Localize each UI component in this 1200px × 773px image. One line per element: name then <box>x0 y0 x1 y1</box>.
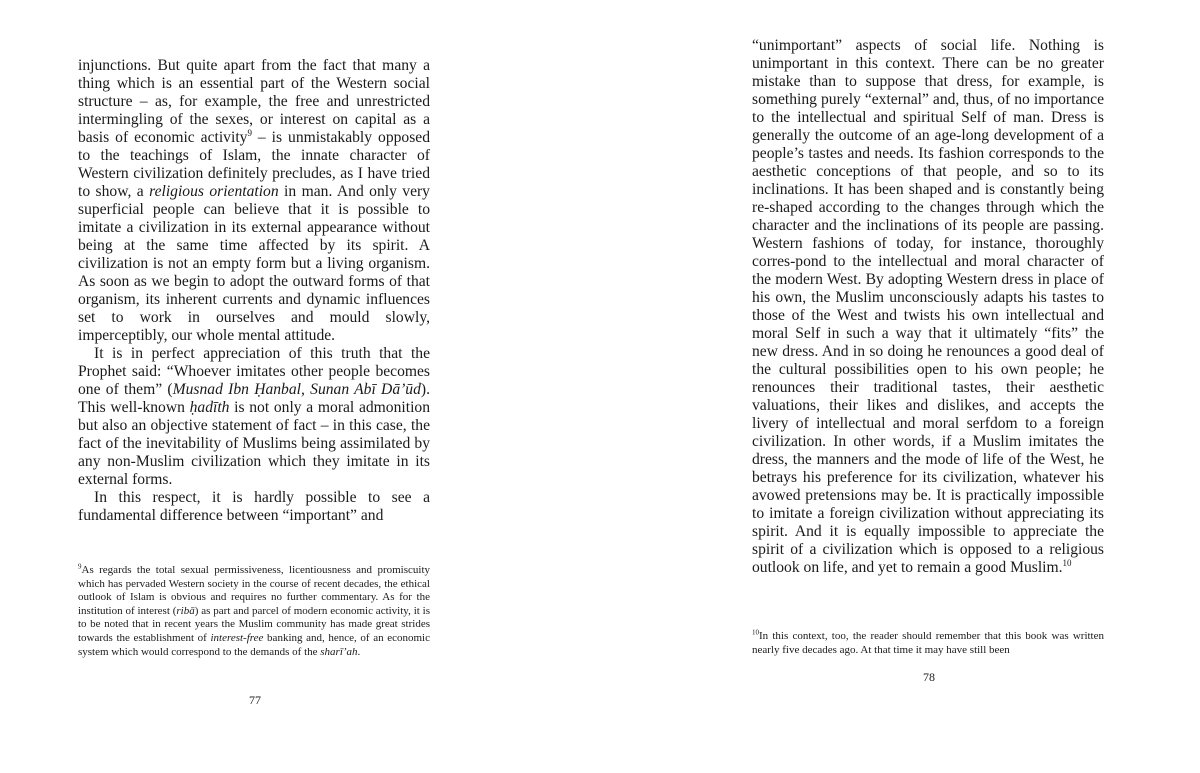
text-run: is not only a moral admonition but also an objective statement of fact – in this case, the fact of the inevitability of Muslims being assimilated by any non-Muslim civilization which they imitate in its external forms. <box>78 399 430 488</box>
text-run: . <box>357 645 361 658</box>
text-run: “unimportant” aspects of social life. Nothing is unimportant in this context. There can be no greater mistake than to suppose that dress, for example, is something purely “external” and, thus, of no importance to the intellectual and spiritual Self of man. Dress is generally the outcome of an age-long development of a people’s tastes and needs. Its fashion corresponds to the aesthetic conceptions of that people, and so to its inclinations. It has been shaped and is constantly being re-shaped according to the changes through which the character and the inclinations of its people are passing. Western fashions of today, for instance, thoroughly corres-pond to the intellectual and moral character of the modern West. By adopting Western dress in place of his own, the Muslim unconsciously adapts his tastes to those of the West and twists his own intellectual and moral Self in such a way that it ultimately “fits” the new dress. And in so doing he renounces a good deal of the cultural possibilities open to his own people; he renounces their traditional tastes, their aesthetic valuations, their likes and dislikes, and accepts the livery of intellectual and moral serfdom to a foreign civilization. In other words, if a Muslim imitates the dress, the manners and the mode of life of the West, he betrays his preference for its civilization, whatever his avowed pretensions may be. It is practically impossible to imitate a foreign civilization without appreciating its spirit. And it is equally impossible to appreciate the spirit of a civilization which is opposed to a religious outlook on life, and yet to remain a good Muslim. <box>752 37 1104 576</box>
paragraph <box>78 489 430 525</box>
paragraph <box>78 57 430 345</box>
text-run: banking and, hence, of an economic system which would correspond to the demands of the <box>78 631 431 658</box>
footnote-reference: 9 <box>247 127 252 138</box>
footnote <box>78 564 430 659</box>
footnote-mark: 9 <box>78 562 82 571</box>
text-run: In this respect, it is hardly possible to see a fundamental difference between “important” and <box>78 489 430 524</box>
body-text <box>78 57 430 525</box>
italic-text: Musnad Ibn Ḥanbal, Sunan Abī Dā’ūd <box>172 381 421 398</box>
italic-text: ḥadīth <box>189 399 230 416</box>
text-run: It is in perfect appreciation of this truth that the Prophet said: “Whoever imitates other people becomes one of them” ( <box>78 345 430 398</box>
text-run: in man. And only very superficial people can believe that it is possible to imitate a civilization in its external appearance without being at the same time affected by its spirit. A civilization is not an empty form but a living organism. As soon as we begin to adopt the outward forms of that organism, its inherent currents and dynamic influences set to work in ourselves and mould slowly, imperceptibly, our whole mental attitude. <box>78 183 430 344</box>
italic-text: interest-free <box>210 631 264 644</box>
text-run: ). This well-known <box>78 381 430 416</box>
footnote-reference: 10 <box>1062 557 1072 568</box>
footnote-mark: 10 <box>752 628 759 637</box>
footnote-text <box>78 564 430 658</box>
footnote-text <box>752 630 1104 656</box>
page-number: 77 <box>249 693 261 707</box>
text-run: ) as part and parcel of modern economic activity, it is to be noted that in recent years the Muslim community has made great strides towards the establishment of <box>78 604 430 644</box>
paragraph <box>78 345 430 489</box>
paragraph <box>752 37 1104 577</box>
italic-text: religious orientation <box>149 183 279 200</box>
footnote <box>752 630 1104 657</box>
italic-text: ribā <box>176 604 195 617</box>
body-text <box>752 37 1104 577</box>
text-run: In this context, too, the reader should remember that this book was written nearly five decades ago. At that time it may have still been <box>752 630 1104 656</box>
italic-text: sharī’ah <box>320 645 358 658</box>
right-page <box>600 0 1200 773</box>
text-run: – is unmistakably opposed to the teachings of Islam, the innate character of Western civilization definitely precludes, as I have tried to show, a <box>78 129 430 200</box>
text-run: As regards the total sexual permissiveness, licentiousness and promiscuity which has pervaded Western society in the course of recent decades, the ethical outlook of Islam is obvious and requires no further commentary. As for the institution of interest ( <box>78 564 430 617</box>
page-number: 78 <box>923 670 935 684</box>
text-run: injunctions. But quite apart from the fact that many a thing which is an essential part of the Western social structure – as, for example, the free and unrestricted intermingling of the sexes, or interest on capital as a basis of economic activity <box>78 57 430 146</box>
